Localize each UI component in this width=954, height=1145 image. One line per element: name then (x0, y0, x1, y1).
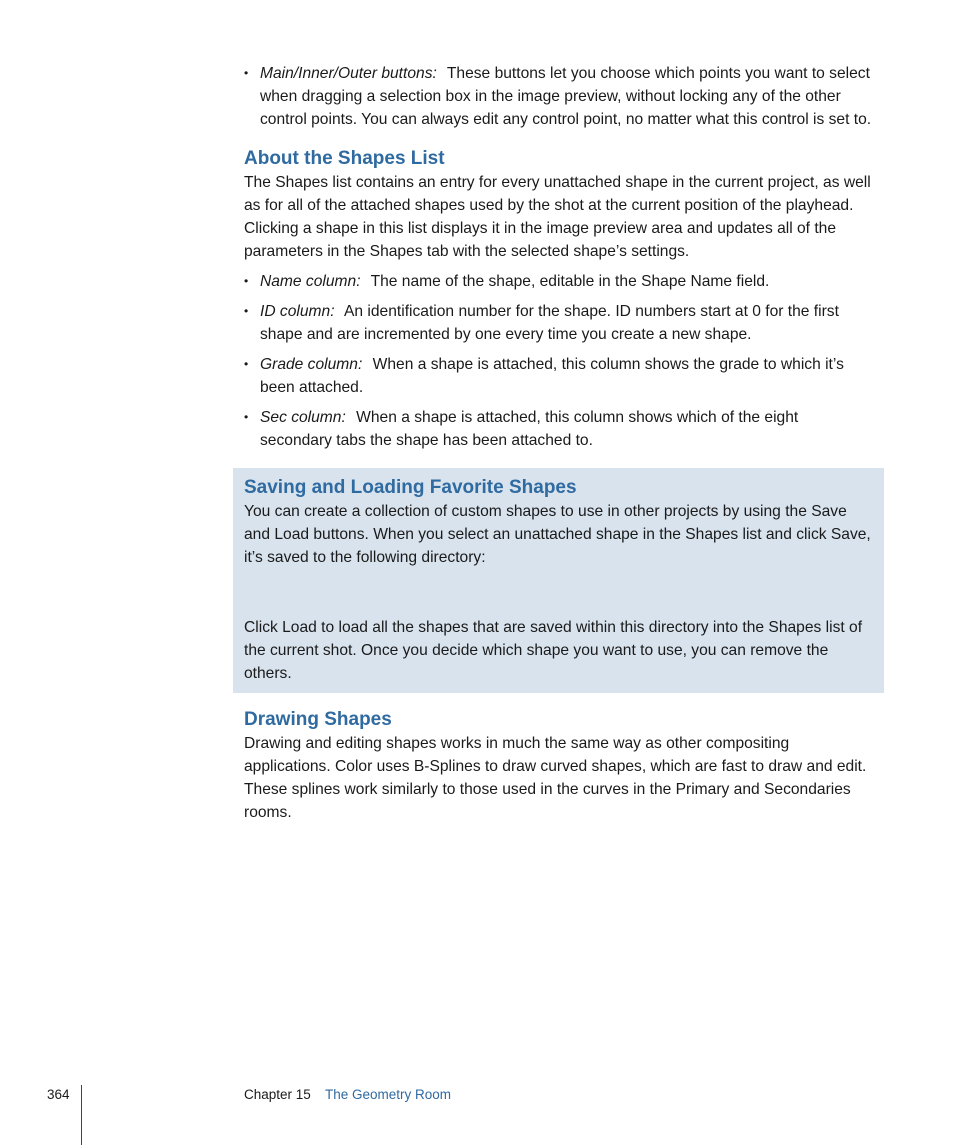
bullet-name-column (244, 270, 874, 293)
bullet-term: Sec column: (260, 409, 346, 426)
drawing-body: Drawing and editing shapes works in much the same way as other compositing applications. Color uses B-Splines to draw curved shapes, which are fast to draw and edit. These splines work similarly to those used in the curves in the Primary and Secondaries rooms. (244, 735, 867, 821)
bullet-term: Name column: (260, 273, 361, 290)
bullet-text: The name of the shape, editable in the Shape Name field. (370, 273, 770, 290)
saving-shaded-box (233, 468, 884, 693)
saving-body-1: You can create a collection of custom shapes to use in other projects by using the Save and Load buttons. When you select an unattached shape in the Shapes list and click Save, it’s saved to the following directory: (244, 503, 871, 566)
bullet-dot: • (244, 304, 249, 318)
bullet-dot: • (244, 357, 249, 371)
section-heading-drawing: Drawing Shapes (244, 709, 392, 730)
bullet-term: Grade column: (260, 356, 363, 373)
bullet-dot: • (244, 66, 249, 80)
about-body: The Shapes list contains an entry for every unattached shape in the current project, as well as for all of the attached shapes used by the shot at the current position of the playhead. Clicking a shape in this list displays it in the image preview area and updates all of the parameters in the Shapes tab with the selected shape’s settings. (244, 174, 871, 260)
bullet-text: When a shape is attached, this column shows the grade to which it’s been attached. (260, 356, 844, 396)
bullet-main-inner-outer (244, 62, 874, 131)
page-content (244, 62, 874, 831)
footer-divider (81, 1085, 82, 1145)
bullet-grade-column (244, 353, 874, 399)
bullet-sec-column (244, 406, 874, 452)
bullet-text: An identification number for the shape. ID numbers start at 0 for the first shape and are incremented by one every time you create a new shape. (260, 303, 839, 343)
directory-path-area (244, 569, 874, 616)
bullet-text: These buttons let you choose which points you want to select when dragging a selection box in the image preview, without locking any of the other control points. You can always edit any control point, no matter what this control is set to. (260, 65, 872, 128)
bullet-term: ID column: (260, 303, 335, 320)
saving-body-2: Click Load to load all the shapes that are saved within this directory into the Shapes list of the current shot. Once you decide which shape you want to use, you can remove the others. (244, 619, 863, 682)
section-heading-saving: Saving and Loading Favorite Shapes (244, 477, 577, 498)
bullet-dot: • (244, 410, 249, 424)
page-number: 364 (47, 1087, 70, 1102)
section-heading-about: About the Shapes List (244, 148, 445, 169)
chapter-label: Chapter 15 (244, 1087, 311, 1102)
bullet-term: Main/Inner/Outer buttons: (260, 65, 437, 82)
bullet-text: When a shape is attached, this column shows which of the eight secondary tabs the shape has been attached to. (260, 409, 799, 449)
bullet-id-column (244, 300, 874, 346)
chapter-title: The Geometry Room (325, 1087, 452, 1102)
bullet-dot: • (244, 274, 249, 288)
